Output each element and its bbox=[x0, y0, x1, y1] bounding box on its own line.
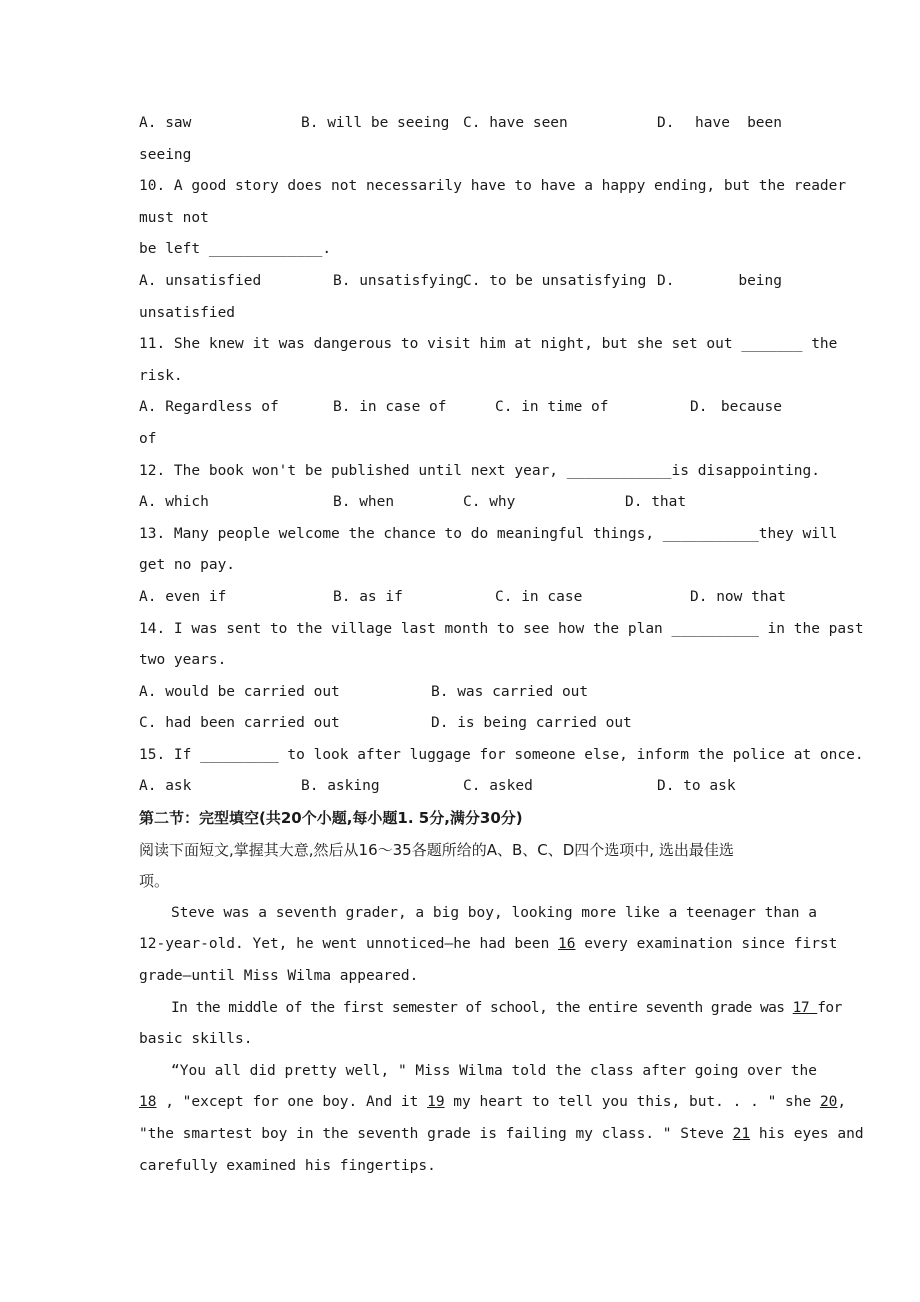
q10-option-a: A. unsatisfied bbox=[139, 272, 262, 289]
q9-options-line bbox=[139, 108, 782, 140]
q10-stem-line2 bbox=[139, 203, 782, 235]
q11-stem-text1: 11. She knew it was dangerous to visit him at night, but she set out _______ the bbox=[139, 336, 838, 353]
q10-stem-text1: 10. A good story does not necessarily have to have a happy ending, but the reader bbox=[139, 178, 847, 195]
passage-p3-text1: “You all did pretty well, " Miss Wilma told the class after going over the bbox=[171, 1062, 818, 1079]
q9-option-d-part2: been bbox=[747, 115, 782, 131]
q14-option-b: B. was carried out bbox=[431, 683, 589, 700]
q13-options-line bbox=[139, 582, 787, 614]
passage-p2-text2: basic skills. bbox=[139, 1031, 253, 1048]
passage-p3-text2c: , bbox=[837, 1094, 847, 1111]
q11-option-c: C. in time of bbox=[495, 399, 609, 416]
q14-options-line1 bbox=[139, 677, 782, 709]
q12-options-line bbox=[139, 487, 782, 519]
section-instructions-line2 bbox=[139, 866, 782, 898]
q10-option-b: B. unsatisfying bbox=[333, 272, 464, 289]
q11-option-d-part2: of bbox=[139, 430, 157, 447]
q10-stem-text2: must not bbox=[139, 209, 209, 226]
q10-option-d-part2: unsatisfied bbox=[139, 304, 236, 321]
blank-20: 20 bbox=[819, 1094, 838, 1111]
q11-option-d-cont bbox=[139, 424, 782, 456]
q10-option-d-part1: being bbox=[738, 272, 782, 289]
q11-options-line bbox=[139, 392, 782, 424]
passage-p1-line1 bbox=[139, 898, 818, 930]
passage-p3-text2a: , "except for one boy. And it bbox=[156, 1094, 428, 1111]
q11-option-d-part1: because bbox=[720, 399, 782, 416]
q11-stem-text2: risk. bbox=[139, 367, 183, 384]
q14-option-d: D. is being carried out bbox=[431, 715, 632, 732]
q15-options-line bbox=[139, 771, 782, 803]
blank-21: 21 bbox=[732, 1126, 751, 1142]
q9-option-a: A. saw bbox=[139, 115, 192, 131]
q13-option-d: D. now that bbox=[690, 588, 787, 605]
passage-p3-text2 bbox=[139, 1087, 846, 1119]
q12-option-b: B. when bbox=[333, 494, 395, 511]
passage-p2-text1a: In the middle of the first semester of school, the entire seventh grade was bbox=[171, 999, 793, 1016]
blank-19: 19 bbox=[427, 1094, 445, 1111]
section-heading-text: 第二节：完型填空(共20个小题,每小题1. 5分,满分30分) bbox=[139, 809, 523, 828]
q14-stem-text2: two years. bbox=[139, 652, 227, 669]
q10-stem-line1 bbox=[139, 171, 847, 203]
q12-stem-text: 12. The book won't be published until next year, ____________is disappointing. bbox=[139, 462, 820, 479]
q15-option-a: A. ask bbox=[139, 778, 192, 795]
q14-stem-line1 bbox=[139, 614, 864, 646]
q12-option-a: A. which bbox=[139, 494, 209, 511]
blank-16: 16 bbox=[558, 936, 576, 953]
passage-p2-text1 bbox=[171, 993, 842, 1025]
q13-stem-text1: 13. Many people welcome the chance to do meaningful things, ___________they will bbox=[139, 525, 838, 542]
q13-stem-text2: get no pay. bbox=[139, 557, 236, 574]
passage-p3-line4 bbox=[139, 1151, 782, 1183]
section-instructions-text2: 项。 bbox=[139, 872, 170, 891]
q15-stem-line bbox=[139, 740, 864, 772]
passage-p1-text1: Steve was a seventh grader, a big boy, looking more like a teenager than a bbox=[171, 904, 818, 921]
q14-stem-text1: 14. I was sent to the village last month to see how the plan __________ in the past bbox=[139, 620, 864, 637]
q10-option-c: C. to be unsatisfying bbox=[463, 272, 647, 289]
passage-p2-line1 bbox=[139, 993, 842, 1025]
passage-p3-line2 bbox=[139, 1087, 847, 1119]
q9-option-b: B. will be seeing bbox=[301, 115, 450, 131]
q13-stem-line2 bbox=[139, 550, 782, 582]
q10-option-d-label: D. bbox=[657, 272, 675, 289]
q15-option-d: D. to ask bbox=[657, 778, 736, 795]
q9-option-d-cont bbox=[139, 140, 782, 172]
passage-p1-text2b: every examination since first bbox=[575, 936, 838, 953]
q15-option-b: B. asking bbox=[301, 778, 380, 795]
passage-p3-text4: carefully examined his fingertips. bbox=[139, 1157, 436, 1174]
q13-stem-line1 bbox=[139, 519, 838, 551]
passage-p3-text3 bbox=[139, 1119, 864, 1151]
q10-options-line bbox=[139, 266, 782, 298]
passage-p3-text2b: my heart to tell you this, but. . . " she bbox=[444, 1094, 820, 1111]
passage-p1-line2 bbox=[139, 929, 838, 961]
section-instructions-text1: 阅读下面短文,掌握其大意,然后从16～35各题所给的A、B、C、D四个选项中, 选出最佳选 bbox=[139, 840, 734, 859]
passage-p2-text1b: for bbox=[817, 999, 842, 1016]
passage-p3-text3a: "the smartest boy in the seventh grade is failing my class. " Steve bbox=[139, 1126, 733, 1142]
section-heading bbox=[139, 803, 782, 835]
q10-stem-text3: be left _____________. bbox=[139, 241, 332, 258]
q9-option-d-part1: have bbox=[695, 115, 730, 131]
passage-p3-line1 bbox=[139, 1056, 818, 1088]
q15-stem-text: 15. If _________ to look after luggage for someone else, inform the police at once. bbox=[139, 746, 864, 763]
q14-option-c: C. had been carried out bbox=[139, 715, 340, 732]
q12-option-c: C. why bbox=[463, 494, 516, 511]
passage-p2-line2 bbox=[139, 1024, 782, 1056]
q12-option-d: D. that bbox=[625, 494, 687, 511]
q15-option-c: C. asked bbox=[463, 778, 533, 795]
q13-option-a: A. even if bbox=[139, 588, 227, 605]
section-instructions-line1 bbox=[139, 835, 782, 867]
q14-options-line2 bbox=[139, 708, 782, 740]
q9-option-c: C. have seen bbox=[463, 115, 568, 131]
q11-stem-line1 bbox=[139, 329, 838, 361]
q9-option-d-label: D. bbox=[657, 115, 675, 131]
q13-option-b: B. as if bbox=[333, 588, 403, 605]
q10-option-d-cont bbox=[139, 298, 782, 330]
passage-p1-text3: grade—until Miss Wilma appeared. bbox=[139, 968, 419, 985]
q10-stem-line3 bbox=[139, 234, 782, 266]
q11-option-b: B. in case of bbox=[333, 399, 447, 416]
passage-p1-line3 bbox=[139, 961, 782, 993]
exam-page bbox=[139, 108, 864, 1182]
passage-p3-text3b: his eyes and bbox=[750, 1126, 864, 1142]
q9-option-d-part3: seeing bbox=[139, 146, 192, 163]
q13-option-c: C. in case bbox=[495, 588, 583, 605]
q11-option-a: A. Regardless of bbox=[139, 399, 279, 416]
blank-17: 17 bbox=[792, 999, 818, 1016]
q11-stem-line2 bbox=[139, 361, 782, 393]
blank-18: 18 bbox=[139, 1094, 157, 1111]
passage-p3-line3 bbox=[139, 1119, 864, 1151]
q14-stem-line2 bbox=[139, 645, 782, 677]
q12-stem-line bbox=[139, 456, 820, 488]
q11-option-d-label: D. bbox=[690, 399, 708, 416]
passage-p1-text2a: 12-year-old. Yet, he went unnoticed—he had been bbox=[139, 936, 559, 953]
passage-p1-text2 bbox=[139, 929, 837, 961]
q14-option-a: A. would be carried out bbox=[139, 683, 340, 700]
